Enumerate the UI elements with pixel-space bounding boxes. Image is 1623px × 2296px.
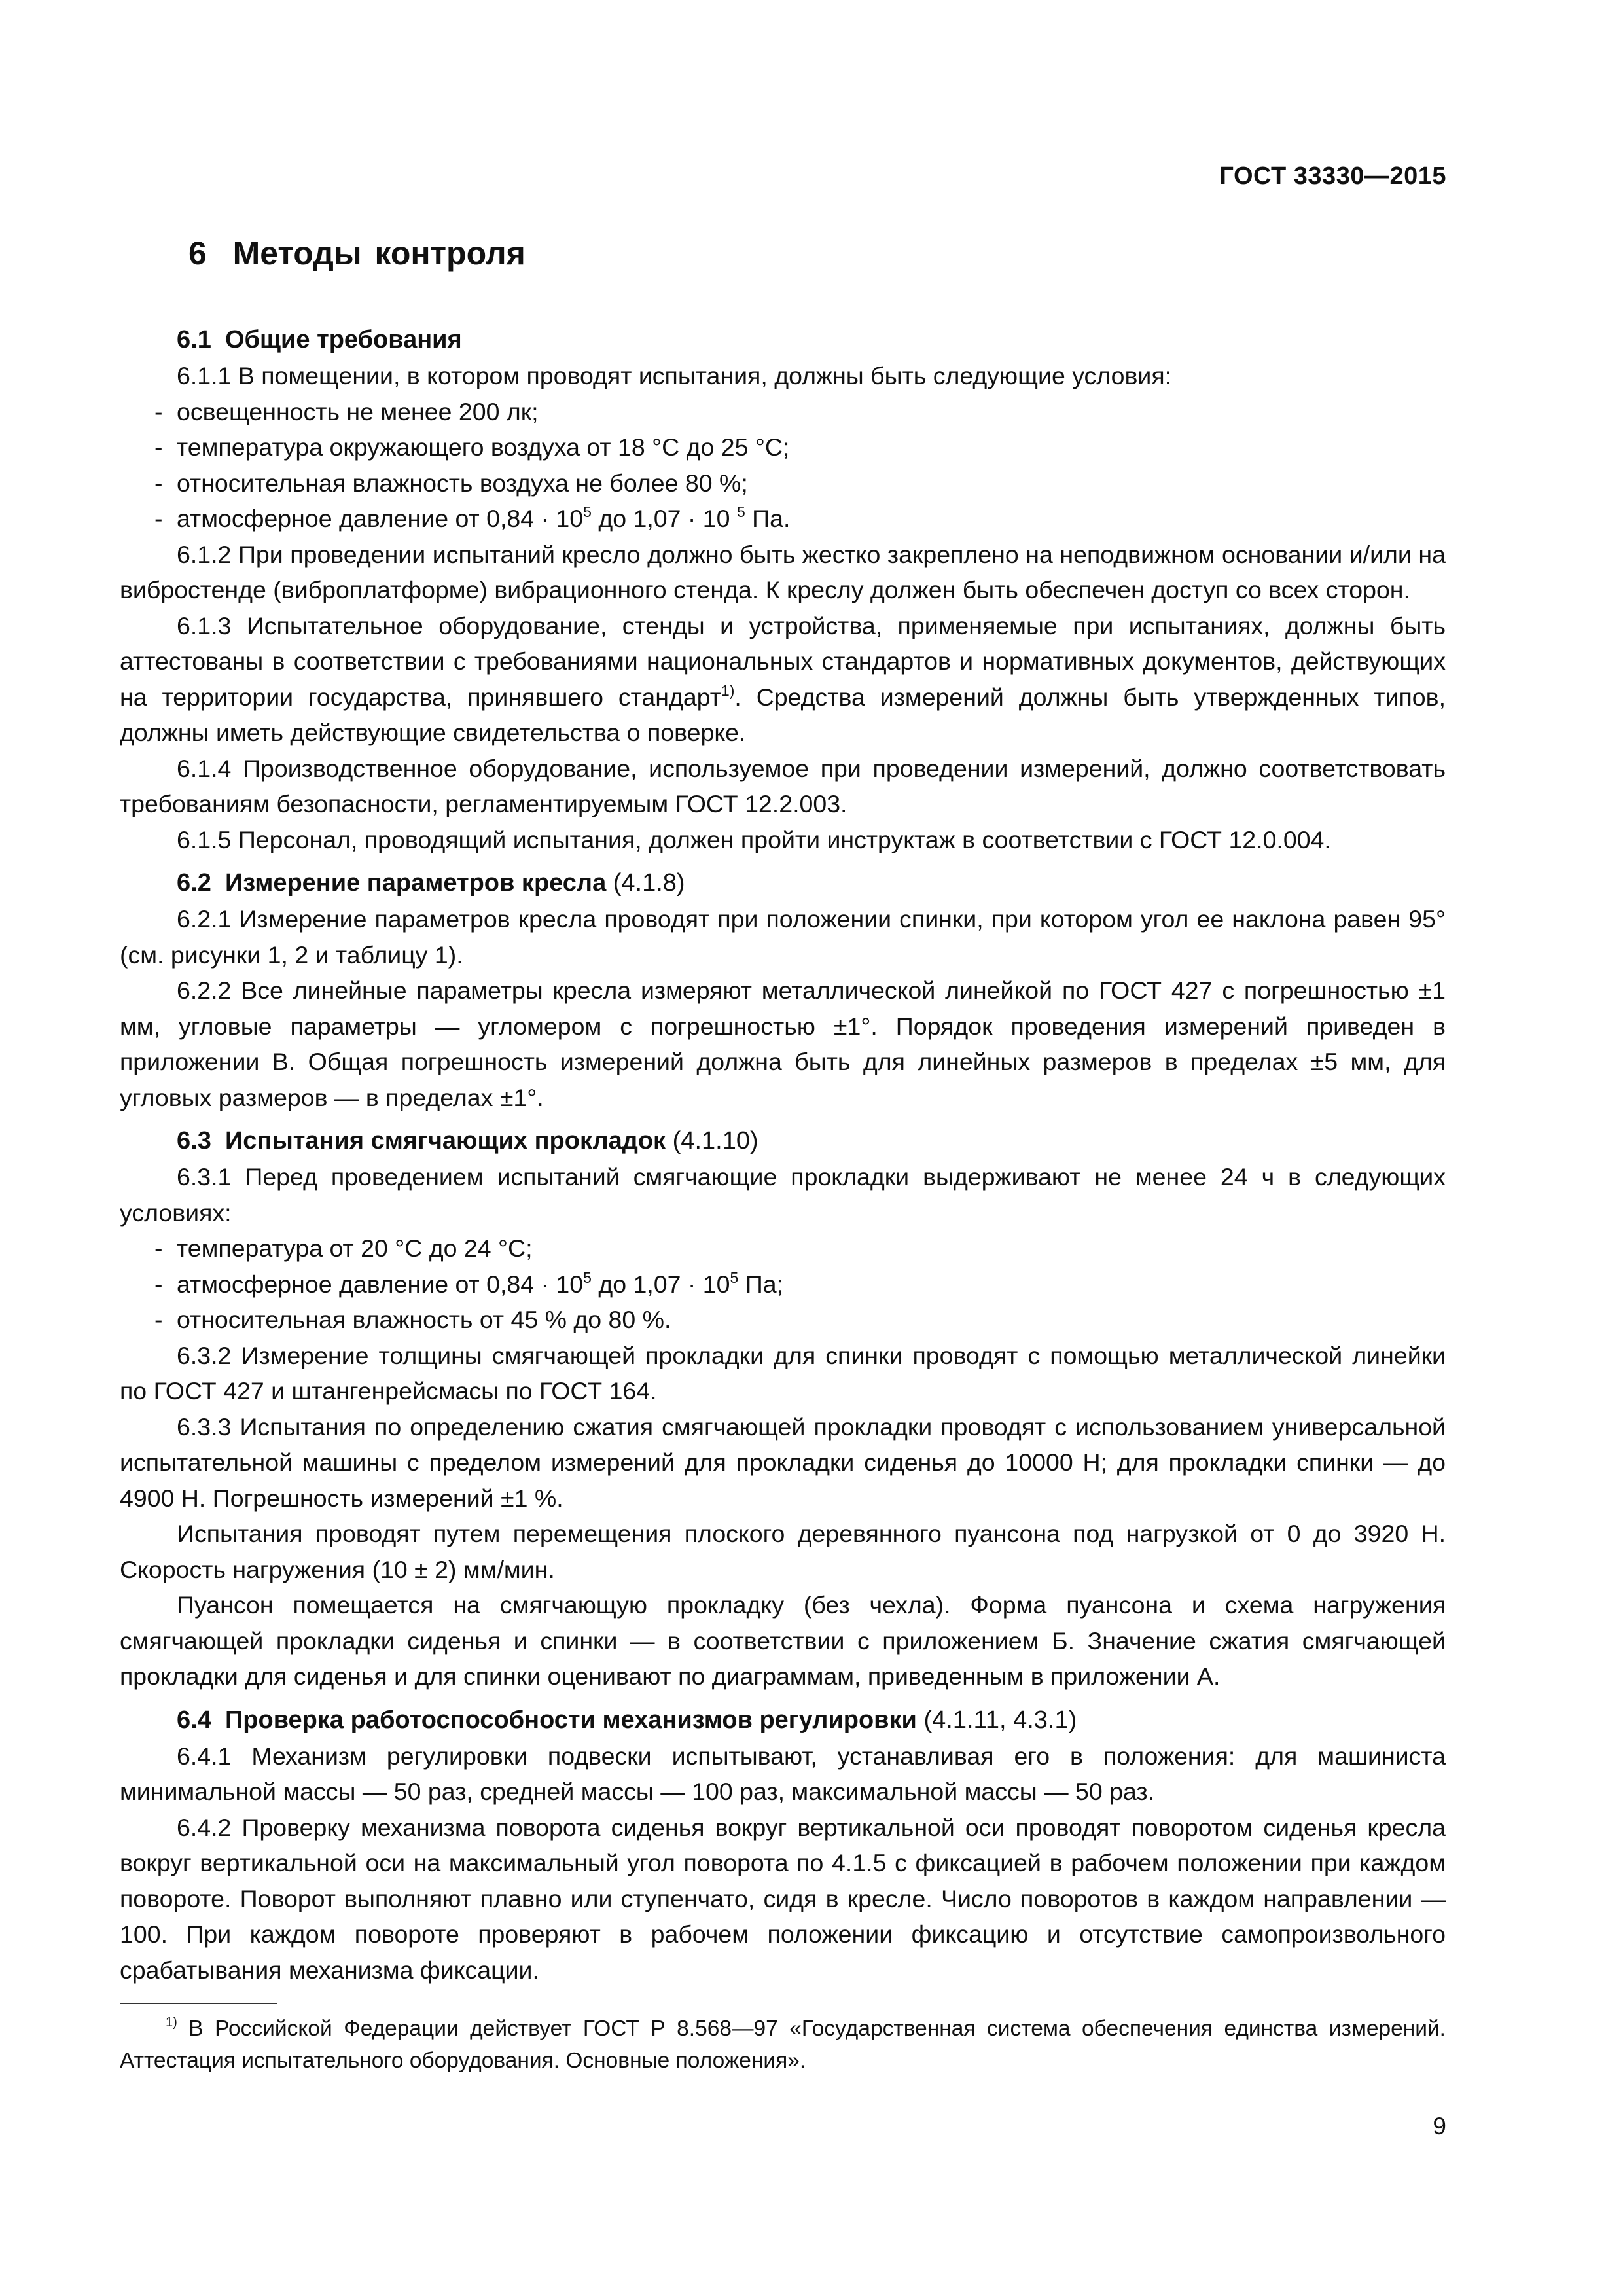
subsection-heading-6-1	[177, 322, 1446, 358]
conditions-list-6-1-1	[120, 394, 1446, 537]
subsection-heading-6-4	[177, 1702, 1446, 1738]
footnote	[120, 2013, 1446, 2077]
subsection-reference: (4.1.8)	[613, 869, 685, 897]
list-item: - температура от 20 °С до 24 °С;	[154, 1234, 533, 1262]
page-number: 9	[1433, 2113, 1446, 2140]
footnote-mark: 1)	[166, 2015, 177, 2030]
subsection-reference: (4.1.10)	[672, 1127, 758, 1155]
paragraph-6-3-1: 6.3.1 Перед проведением испытаний смягчающие прокладки выдерживают не менее 24 ч в следующих условиях:	[120, 1163, 1446, 1227]
subsection-heading-6-3	[177, 1123, 1446, 1159]
subsection-title: Проверка работоспособности механизмов регулировки	[224, 1706, 917, 1734]
paragraph-6-1-4: 6.1.4 Производственное оборудование, используемое при проведении измерений, должно соответствовать требованиям безопасности, регламентируемым ГОСТ 12.2.003.	[120, 754, 1446, 817]
paragraph-6-4-1: 6.4.1 Механизм регулировки подвески испытывают, устанавливая его в положения: для машиниста минимальной массы — 50 раз, средней массы — 100 раз, максимальной массы — 50 раз.	[120, 1742, 1446, 1805]
subsection-title: Измерение параметров кресла	[224, 869, 607, 897]
paragraph-6-1-5: 6.1.5 Персонал, проводящий испытания, должен пройти инструктаж в соответствии с ГОСТ 12.0.004.	[177, 825, 1331, 853]
footnote-separator	[120, 2003, 277, 2004]
subsection-number: 6.3	[177, 1127, 211, 1155]
section-number: 6	[188, 235, 207, 272]
list-item: - атмосферное давление от $0,84 \cdot 10^5$ до $1,07 \cdot 10^5$ Па;	[154, 1268, 783, 1298]
list-item: - температура окружающего воздуха от 18 °С до 25 °С;	[154, 433, 790, 461]
paragraph-6-1-3: 6.1.3 Испытательное оборудование, стенды и устройства, применяемые при испытаниях, должны быть аттестованы в соответствии с требованиями национальных стандартов и нормативных документов, действующих на территории государства, принявшего стандарт$^{1)}$. Средства измерений должны быть утвержденных типов, должны иметь действующие свидетельства о поверке.	[120, 611, 1446, 746]
paragraph-6-3-2: 6.3.2 Измерение толщины смягчающей прокладки для спинки проводят с помощью металлической линейки по ГОСТ 427 и штангенрейсмасы по ГОСТ 164.	[120, 1341, 1446, 1405]
conditions-list-6-3-1	[120, 1230, 1446, 1338]
page-content	[120, 230, 1446, 1988]
subsection-number: 6.2	[177, 869, 211, 897]
paragraph-6-3-3-punch: Пуансон помещается на смягчающую прокладку (без чехла). Форма пуансона и схема нагружения смягчающей прокладки сиденья и спинки — в соответствии с приложением Б. Значение сжатия смягчающей прокладки для сиденья и для спинки оценивают по диаграммам, приведенным в приложении А.	[120, 1591, 1446, 1690]
subsection-heading-6-2	[177, 865, 1446, 901]
subsection-number: 6.1	[177, 326, 211, 353]
list-item: - освещенность не менее 200 лк;	[154, 397, 539, 425]
subsection-title: Общие требования	[224, 326, 462, 353]
paragraph-6-3-3-continued: Испытания проводят путем перемещения плоского деревянного пуансона под нагрузкой от 0 до 3920 Н. Скорость нагружения (10 ± 2) мм/мин.	[120, 1520, 1446, 1583]
subsection-title: Испытания смягчающих прокладок	[224, 1127, 666, 1155]
list-item: - относительная влажность воздуха не более 80 %;	[154, 469, 748, 497]
list-item: - атмосферное давление от $0,84 \cdot 10^5$ до 1,07 · 10 $^5$ Па.	[154, 503, 791, 532]
paragraph-6-2-1: 6.2.1 Измерение параметров кресла проводят при положении спинки, при котором угол ее наклона равен 95° (см. рисунки 1, 2 и таблицу 1).	[120, 905, 1446, 969]
section-title: Методы контроля	[232, 235, 526, 272]
paragraph-6-1-1: 6.1.1 В помещении, в котором проводят испытания, должны быть следующие условия:	[177, 362, 1172, 389]
section-heading	[188, 230, 1446, 276]
footnote-text: В Российской Федерации действует ГОСТ Р 8.568—97 «Государственная система обеспечения единства измерений. Аттестация испытательного оборудования. Основные положения».	[120, 2017, 1446, 2073]
paragraph-6-4-2: 6.4.2 Проверку механизма поворота сиденья вокруг вертикальной оси проводят поворотом сиденья кресла вокруг вертикальной оси на максимальный угол поворота по 4.1.5 с фиксацией в рабочем положении при каждом повороте. Поворот выполняют плавно или ступенчато, сидя в кресле. Число поворотов в каждом направлении — 100. При каждом повороте проверяют в рабочем положении фиксацию и отсутствие самопроизвольного срабатывания механизма фиксации.	[120, 1813, 1446, 1984]
subsection-number: 6.4	[177, 1706, 211, 1734]
subsection-reference: (4.1.11, 4.3.1)	[923, 1706, 1077, 1734]
footnote-reference: 1)	[721, 681, 735, 699]
paragraph-6-3-3: 6.3.3 Испытания по определению сжатия смягчающей прокладки проводят с использованием универсальной испытательной машины с пределом измерений для прокладки сиденья до 10000 Н; для прокладки спинки — до 4900 Н. Погрешность измерений ±1 %.	[120, 1412, 1446, 1512]
paragraph-6-2-2: 6.2.2 Все линейные параметры кресла измеряют металлической линейкой по ГОСТ 427 с погрешностью ±1 мм, угловые параметры — угломером с погрешностью ±1°. Порядок проведения измерений приведен в приложении В. Общая погрешность измерений должна быть для линейных размеров в пределах ±5 мм, для угловых размеров — в пределах ±1°.	[120, 977, 1446, 1111]
paragraph-6-1-2: 6.1.2 При проведении испытаний кресло должно быть жестко закреплено на неподвижном основании и/или на вибростенде (виброплатформе) вибрационного стенда. К креслу должен быть обеспечен доступ со всех сторон.	[120, 540, 1446, 603]
document-id-header: ГОСТ 33330—2015	[1219, 162, 1446, 190]
list-item: - относительная влажность от 45 % до 80 %.	[154, 1306, 671, 1333]
